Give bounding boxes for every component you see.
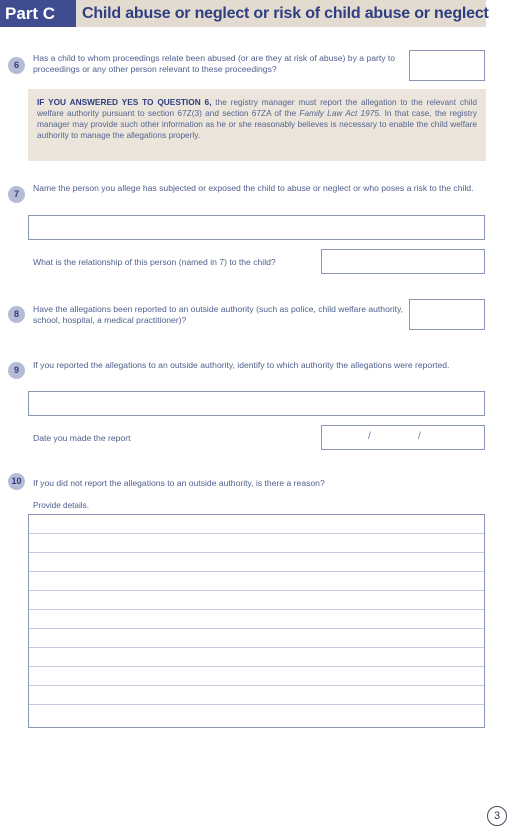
details-line bbox=[29, 666, 484, 667]
question-6-text: Has a child to whom proceedings relate been abused (or are they at risk of abuse) by a party to proceedings or any other person relevant to these proceedings? bbox=[33, 53, 396, 74]
notice-act-name: Family Law Act 1975. bbox=[299, 108, 382, 118]
details-line bbox=[29, 685, 484, 686]
question-7-relationship-label: What is the relationship of this person (named in 7) to the child? bbox=[33, 257, 276, 267]
question-10-number: 10 bbox=[8, 473, 25, 490]
question-9-date-field[interactable] bbox=[321, 425, 485, 450]
question-8-answer-field[interactable] bbox=[409, 299, 485, 330]
part-title: Child abuse or neglect or risk of child abuse or neglect bbox=[82, 5, 489, 22]
date-separator-1: / bbox=[368, 431, 371, 442]
part-label: Part C bbox=[0, 0, 76, 27]
question-9-text: If you reported the allegations to an outside authority, identify to which authority the allegations were reported. bbox=[33, 360, 450, 370]
details-line bbox=[29, 571, 484, 572]
details-line bbox=[29, 552, 484, 553]
question-7-number: 7 bbox=[8, 186, 25, 203]
question-7-person-name-field[interactable] bbox=[28, 215, 485, 240]
question-9-authority-field[interactable] bbox=[28, 391, 485, 416]
details-line bbox=[29, 647, 484, 648]
question-7-relationship-field[interactable] bbox=[321, 249, 485, 274]
notice-bold-lead: IF YOU ANSWERED YES TO QUESTION 6, bbox=[37, 97, 212, 107]
registry-notice bbox=[28, 89, 486, 161]
details-line bbox=[29, 628, 484, 629]
question-6-number: 6 bbox=[8, 57, 25, 74]
notice-text-1: the registry manager must report the allegation to the relevant child welfare authority pursuant to section 67Z(3) and section 67ZA of the bbox=[37, 97, 477, 118]
details-line bbox=[29, 704, 484, 705]
question-8-number: 8 bbox=[8, 306, 25, 323]
notice-text-2: In that case, the registry manager may provide such other information as he or she reasonably believes is necessary to enable the child welfare authority to manage the allegations properly. bbox=[37, 108, 477, 140]
question-6-answer-field[interactable] bbox=[409, 50, 485, 81]
date-separator-2: / bbox=[418, 431, 421, 442]
question-10-text: If you did not report the allegations to an outside authority, is there a reason? bbox=[33, 478, 325, 488]
question-9-number: 9 bbox=[8, 362, 25, 379]
details-line bbox=[29, 590, 484, 591]
details-line bbox=[29, 609, 484, 610]
details-line bbox=[29, 533, 484, 534]
question-7-text: Name the person you allege has subjected or exposed the child to abuse or neglect or who poses a risk to the child. bbox=[33, 183, 474, 193]
question-10-details-field[interactable] bbox=[28, 514, 485, 728]
question-8-text: Have the allegations been reported to an outside authority (such as police, child welfare authority, school, hospital, a medical practitioner)? bbox=[33, 304, 404, 325]
page-number: 3 bbox=[487, 806, 507, 826]
provide-details-label: Provide details. bbox=[33, 501, 89, 510]
question-9-date-label: Date you made the report bbox=[33, 433, 131, 443]
